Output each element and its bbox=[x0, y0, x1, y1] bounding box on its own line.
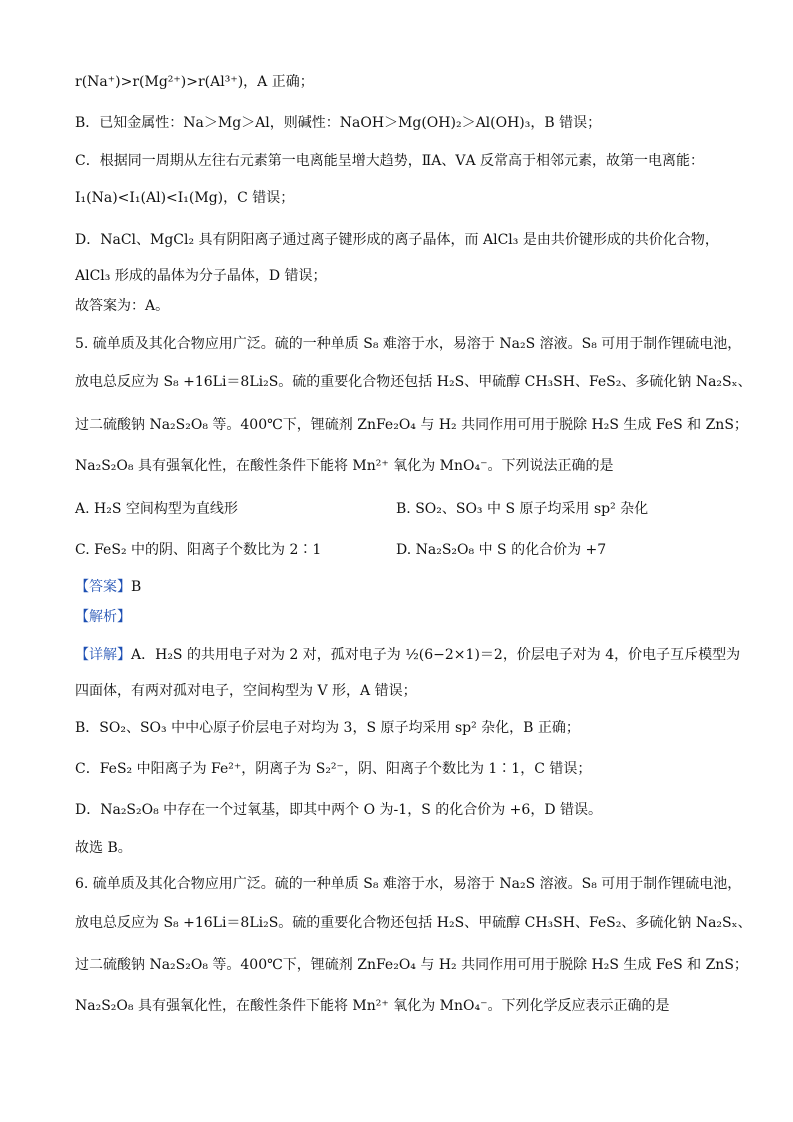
question-6-line: 过二硫酸钠 Na₂S₂O₈ 等。400℃下，锂硫剂 ZnFe₂O₄ 与 H₂ 共同作用可用于脱除 H₂S 生成 FeS 和 ZnS； bbox=[75, 957, 748, 973]
detail-line: 故选 B。 bbox=[75, 840, 132, 856]
question-5-line: 放电总反应为 S₈ +16Li＝8Li₂S。硫的重要化合物还包括 H₂S、甲硫醇 CH₃SH、FeS₂、多硫化钠 Na₂Sₓ、 bbox=[75, 374, 752, 390]
question-5-line: 过二硫酸钠 Na₂S₂O₈ 等。400℃下，锂硫剂 ZnFe₂O₄ 与 H₂ 共同作用可用于脱除 H₂S 生成 FeS 和 ZnS； bbox=[75, 417, 748, 433]
answer-value: B bbox=[131, 579, 142, 595]
text-line: AlCl₃ 形成的晶体为分子晶体，D 错误； bbox=[75, 268, 327, 284]
text-line: I₁(Na)<I₁(Al)<I₁(Mg)，C 错误； bbox=[75, 190, 295, 206]
question-5-line: Na₂S₂O₈ 具有强氧化性，在酸性条件下能将 Mn²⁺ 氧化为 MnO₄⁻。下列说法正确的是 bbox=[75, 458, 614, 474]
option-c: C. FeS₂ 中的阴、阳离子个数比为 2∶1 bbox=[75, 542, 322, 558]
option-a: A. H₂S 空间构型为直线形 bbox=[75, 501, 238, 517]
question-5-line: 5. 硫单质及其化合物应用广泛。硫的一种单质 S₈ 难溶于水，易溶于 Na₂S 溶液。S₈ 可用于制作锂硫电池， bbox=[75, 336, 742, 352]
option-b: B. SO₂、SO₃ 中 S 原子均采用 sp² 杂化 bbox=[396, 501, 649, 517]
text-line: B．已知金属性：Na＞Mg＞Al，则碱性：NaOH＞Mg(OH)₂＞Al(OH)₃，B 错误； bbox=[75, 115, 602, 131]
text-line: r(Na⁺)>r(Mg²⁺)>r(Al³⁺)，A 正确； bbox=[75, 74, 314, 90]
analysis-row bbox=[75, 607, 131, 627]
detail-line: D．Na₂S₂O₈ 中存在一个过氧基，即其中两个 O 为-1，S 的化合价为 +6，D 错误。 bbox=[75, 802, 602, 818]
detail-label: 【详解】 bbox=[75, 647, 131, 663]
text-line: C．根据同一周期从左往右元素第一电离能呈增大趋势，ⅡA、ⅤA 反常高于相邻元素，故第一电离能： bbox=[75, 153, 705, 169]
detail-line: C．FeS₂ 中阳离子为 Fe²⁺，阴离子为 S₂²⁻，阴、阳离子个数比为 1∶1，C 错误； bbox=[75, 761, 592, 777]
text-line: 故答案为：A。 bbox=[75, 298, 170, 314]
question-6-line: Na₂S₂O₈ 具有强氧化性，在酸性条件下能将 Mn²⁺ 氧化为 MnO₄⁻。下列化学反应表示正确的是 bbox=[75, 998, 670, 1014]
detail-line: 四面体，有两对孤对电子，空间构型为 V 形，A 错误； bbox=[75, 683, 417, 699]
question-6-line: 放电总反应为 S₈ +16Li＝8Li₂S。硫的重要化合物还包括 H₂S、甲硫醇 CH₃SH、FeS₂、多硫化钠 Na₂Sₓ、 bbox=[75, 915, 752, 931]
detail-line: B．SO₂、SO₃ 中中心原子价层电子对均为 3，S 原子均采用 sp² 杂化，B 正确； bbox=[75, 720, 580, 736]
option-d: D. Na₂S₂O₈ 中 S 的化合价为 +7 bbox=[396, 542, 607, 558]
analysis-label: 【解析】 bbox=[75, 609, 131, 625]
question-6-line: 6. 硫单质及其化合物应用广泛。硫的一种单质 S₈ 难溶于水，易溶于 Na₂S 溶液。S₈ 可用于制作锂硫电池， bbox=[75, 876, 742, 892]
detail-line: A．H₂S 的共用电子对为 2 对，孤对电子为 ½(6−2×1)＝2，价层电子对为 4，价电子互斥模型为 bbox=[131, 647, 741, 663]
answer-row bbox=[75, 577, 141, 597]
text-line: D．NaCl、MgCl₂ 具有阴阳离子通过离子键形成的离子晶体，而 AlCl₃ 是由共价键形成的共价化合物， bbox=[75, 232, 719, 248]
detail-row bbox=[75, 645, 740, 665]
answer-label: 【答案】 bbox=[75, 579, 131, 595]
